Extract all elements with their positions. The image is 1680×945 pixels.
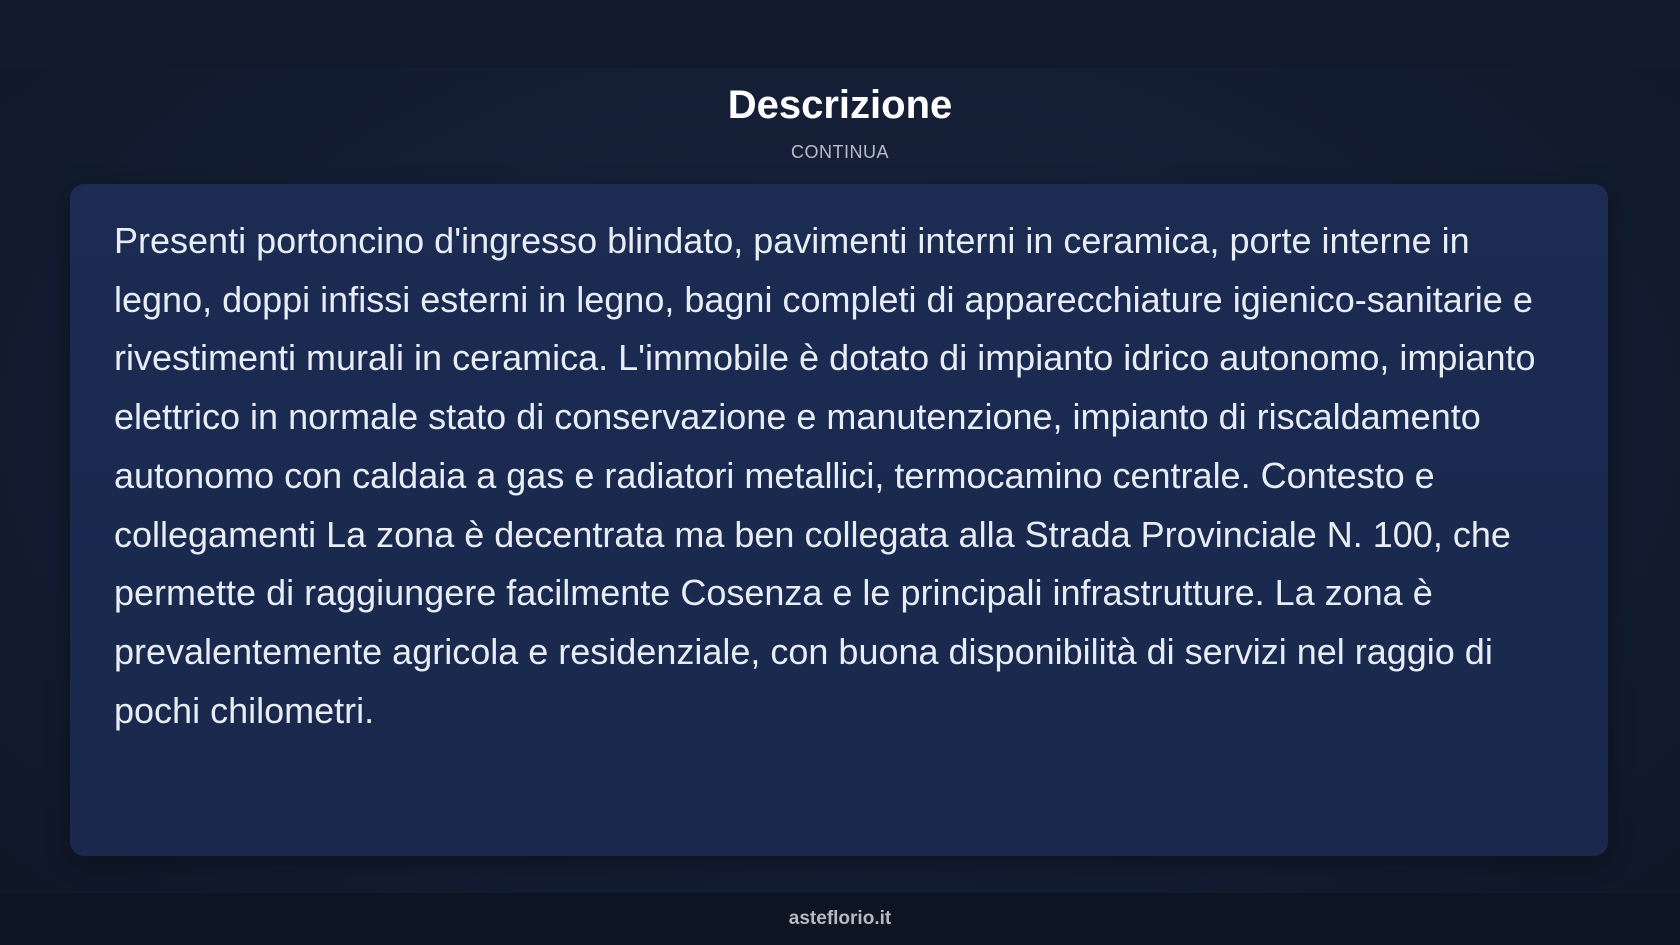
page-subtitle: CONTINUA [791,142,889,162]
header [0,78,1680,164]
description-text: Presenti portoncino d'ingresso blindato, pavimenti interni in ceramica, porte interne in legno, doppi infissi esterni in legno, bagni completi di apparecchiature igienico-sanitarie e rivestimenti murali in ceramica. L'immobile è dotato di impianto idrico autonomo, impianto elettrico in normale stato di conservazione e manutenzione, impianto di riscaldamento autonomo con caldaia a gas e radiatori metallici, termocamino centrale. Contesto e collegamenti La zona è decentrata ma ben collegata alla Strada Provinciale N. 100, che permette di raggiungere facilmente Cosenza e le principali infrastrutture. La zona è prevalentemente agricola e residenziale, con buona disponibilità di servizi nel raggio di pochi chilometri. [114,220,1536,731]
top-band [0,0,1680,68]
description-card [70,184,1608,856]
footer [0,893,1680,945]
footer-site-label: asteflorio.it [788,908,892,929]
page-title: Descrizione [727,83,953,127]
